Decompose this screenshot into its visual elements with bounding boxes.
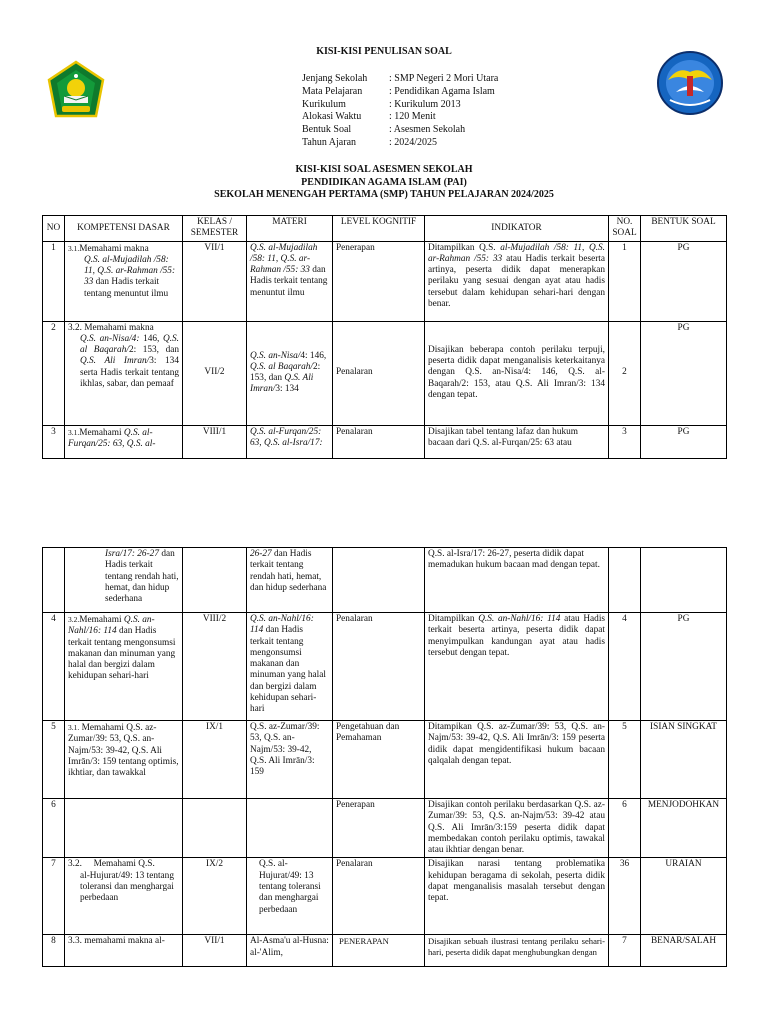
sub-heading-line: SEKOLAH MENENGAH PERTAMA (SMP) TAHUN PELAJARAN 2024/2025 — [214, 189, 554, 201]
cell-kelas: VIII/1 — [183, 425, 247, 458]
kd-text: Memahami Q.S. — [93, 859, 155, 870]
cell-level — [333, 548, 425, 613]
cell-no-soal: 7 — [609, 935, 641, 967]
cell-level: Penalaran — [333, 321, 425, 425]
cell-no: 6 — [43, 799, 65, 858]
info-value: : SMP Negeri 2 Mori Utara — [389, 73, 499, 84]
kd-text: Memahami — [79, 427, 122, 438]
info-value: : Kurikulum 2013 — [389, 98, 461, 110]
cell-no: 8 — [43, 935, 65, 967]
cell-kompetensi-dasar — [65, 321, 183, 425]
materi-italic: Q.S. an-Nahl/16: 114 — [250, 614, 314, 636]
info-label: Kurikulum — [302, 98, 346, 110]
kd-number: 3.2. — [68, 615, 80, 624]
materi-italic: Q.S. al-Furqan/25: 63, Q.S. al-Isra/17: — [250, 426, 323, 448]
cell-no-soal: 2 — [609, 321, 641, 425]
header-bentuk-soal: BENTUK SOAL — [641, 216, 727, 242]
cell-kompetensi-dasar — [65, 799, 183, 858]
cell-kompetensi-dasar — [65, 613, 183, 721]
cell-bentuk-soal: PG — [641, 241, 727, 321]
table-row-continued — [43, 548, 727, 613]
cell-no-soal — [609, 548, 641, 613]
header-materi: MATERI — [247, 216, 333, 242]
cell-no: 2 — [43, 321, 65, 425]
header-indikator: INDIKATOR — [425, 216, 609, 242]
cell-no: 5 — [43, 721, 65, 799]
cell-kompetensi-dasar — [65, 425, 183, 458]
cell-kompetensi-dasar: 3.3. memahami makna al- — [65, 935, 183, 967]
cell-bentuk-soal: PG — [641, 425, 727, 458]
cell-bentuk-soal: BENAR/SALAH — [641, 935, 727, 967]
cell-materi — [247, 613, 333, 721]
kd-text: Memahami makna — [84, 322, 154, 333]
kd-italic: Q.S. an-Nahl/16: 114 — [68, 615, 155, 637]
cell-kompetensi-dasar — [65, 721, 183, 799]
cell-indikator — [425, 613, 609, 721]
sub-heading-line: PENDIDIKAN AGAMA ISLAM (PAI) — [301, 176, 467, 188]
header-no: NO — [43, 216, 65, 242]
kd-number: 3.2. — [68, 322, 82, 333]
cell-indikator: Disajikan contoh perilaku berdasarkan Q.S. az-Zumar/39: 53, Q.S. an-Najm/53: 39-42 atau Q.S. Ali Imrān/3:159 peserta didik dapat membedakan contoh perilaku optimis, tawakal atau ikhtiar dengan benar. — [425, 799, 609, 858]
materi-text: dan Hadis terkait tentang mengonsumsi makanan dan minuman yang halal dan bergizi dalam kehidupan sehari-hari — [250, 625, 326, 715]
cell-indikator — [425, 241, 609, 321]
cell-materi — [247, 799, 333, 858]
info-row-tahun — [302, 137, 498, 150]
info-value: : Pendidikan Agama Islam — [389, 85, 495, 97]
cell-no-soal: 36 — [609, 858, 641, 935]
cell-indikator: Disajikan tabel tentang lafaz dan hukum bacaan dari Q.S. al-Furqan/25: 63 atau — [425, 425, 609, 458]
header-semester-line: SEMESTER — [190, 228, 239, 239]
info-label: Bentuk Soal — [302, 124, 352, 136]
kd-text: dan Hadis terkait tentang rendah hati, hemat, dan hidup sederhana — [105, 549, 179, 605]
cell-no — [43, 548, 65, 613]
info-label: Mata Pelajaran — [302, 85, 363, 97]
cell-bentuk-soal: PG — [641, 321, 727, 425]
kd-text: dan Hadis terkait tentang menuntut ilmu — [84, 277, 169, 299]
kd-number: 3.1. — [68, 243, 80, 253]
cell-no: 3 — [43, 425, 65, 458]
kisi-kisi-table-page-2 — [42, 547, 727, 967]
kd-number: 3.2. — [68, 859, 82, 870]
cell-no-soal: 1 — [609, 241, 641, 321]
kd-italic: Q.S. an-Nisa/4: — [80, 333, 140, 344]
cell-bentuk-soal: ISIAN SINGKAT — [641, 721, 727, 799]
materi-text: dan Hadis terkait tentang rendah hati, hemat, dan hidup sederhana — [250, 549, 327, 593]
table-header-row — [43, 216, 727, 242]
cell-kelas — [183, 548, 247, 613]
cell-level: Penalaran — [333, 858, 425, 935]
info-row-jenjang — [302, 73, 498, 86]
cell-indikator: Q.S. al-Isra/17: 26-27, peserta didik dapat memadukan hukum bacaan mad dengan tepat. — [425, 548, 609, 613]
cell-materi — [247, 425, 333, 458]
cell-no: 1 — [43, 241, 65, 321]
cell-indikator: Disajikan narasi tentang problematika kehidupan beragama di sekolah, peserta didik dapat menganalisis masalah tersebut dengan tepat. — [425, 858, 609, 935]
cell-kelas: IX/1 — [183, 721, 247, 799]
kd-italic: Q.S. al-Furqan/25: 63, Q.S. al- — [68, 427, 156, 449]
materi-italic: 26-27 — [250, 549, 272, 559]
cell-bentuk-soal — [641, 548, 727, 613]
cell-kompetensi-dasar — [65, 241, 183, 321]
info-row-alokasi — [302, 111, 498, 124]
tut-wuri-handayani-logo — [656, 50, 724, 116]
document-title: KISI-KISI PENULISAN SOAL — [316, 46, 452, 57]
cell-kelas: VIII/2 — [183, 613, 247, 721]
materi-italic: Q.S. Ali Imran/ — [250, 373, 314, 395]
kd-text: dan Hadis terkait tentang mengonsumsi makanan dan minuman yang halal dan bergizi dalam kehidupan sehari-hari — [68, 626, 176, 682]
ind-text: Ditampilkan Q.S. — [428, 242, 496, 253]
kemenag-logo — [46, 60, 106, 124]
cell-indikator: Disajikan beberapa contoh perilaku terpuji, peserta didik dapat menganalisis keterkaitanya dengan Q.S. an-Nisa/4: 146, Q.S. al-Baqarah/2: 153, atau Q.S. Ali Imran/3: 134 dengan tepat. — [425, 321, 609, 425]
header-no-soal — [609, 216, 641, 242]
cell-indikator: Disajikan sebuah ilustrasi tentang perilaku sehari-hari, peserta didik dapat menghubungkan dengan — [425, 935, 609, 967]
kd-italic: Isra/17: 26-27 — [105, 549, 159, 559]
cell-kelas: VII/1 — [183, 935, 247, 967]
kd-text: Memahami Q.S. az-Zumar/39: 53, Q.S. an-Najm/53: 39-42, Q.S. Ali Imrān/3: 159 tentang optimis, ikhtiar, dan tawakkal — [68, 723, 179, 779]
info-label: Tahun Ajaran — [302, 136, 357, 148]
kd-text: Memahami — [79, 615, 122, 625]
kd-number: 3.1. — [68, 427, 80, 437]
cell-materi: Q.S. al-Hujurat/49: 13 tentang toleransi dan menghargai perbedaan — [247, 858, 333, 935]
cell-level: Penerapan — [333, 799, 425, 858]
materi-text: 4: 146, — [300, 350, 327, 361]
cell-materi — [247, 321, 333, 425]
info-value: : 120 Menit — [389, 111, 436, 123]
ind-text: atau Hadis terkait beserta artinya, peserta didik dapat menerapkan perilaku yang sesuai dengan ayat atau hadis tersebut dalam kehidupan sehari-hari dengan benar. — [428, 253, 606, 310]
table-row — [43, 721, 727, 799]
cell-materi: Q.S. az-Zumar/39: 53, Q.S. an-Najm/53: 39-42, Q.S. Ali Imrān/3: 159 — [247, 721, 333, 799]
cell-no-soal: 5 — [609, 721, 641, 799]
cell-kompetensi-dasar — [65, 858, 183, 935]
kd-italic: Q.S. Ali Imran/ — [80, 356, 150, 367]
materi-text: dan Hadis terkait tentang menuntut ilmu — [250, 265, 328, 298]
cell-bentuk-soal: PG — [641, 613, 727, 721]
header-level-kognitif: LEVEL KOGNITIF — [333, 216, 425, 242]
ind-italic: Q.S. an-Nahl/16: 114 — [478, 614, 561, 624]
info-row-mapel — [302, 86, 498, 99]
materi-italic: Q.S. al-Mujadilah /58: 11, Q.S. ar-Rahman /55: 33 — [250, 242, 318, 276]
cell-level: PENERAPAN — [333, 935, 425, 967]
kd-number: 3.1. — [68, 723, 80, 732]
cell-no: 7 — [43, 858, 65, 935]
materi-text: 2: 153, dan — [250, 361, 321, 384]
kd-italic: Q.S. al Baqarah/ — [80, 333, 179, 356]
table-row — [43, 858, 727, 935]
cell-no-soal: 3 — [609, 425, 641, 458]
info-value: : 2024/2025 — [389, 136, 438, 148]
cell-indikator: Ditampikan Q.S. az-Zumar/39: 53, Q.S. an-Najm/53: 39-42, Q.S. Ali Imrān/3: 159 peserta didik dapat mengidentifikasi hukum bacaan qalqalah dengan tepat. — [425, 721, 609, 799]
cell-no-soal: 6 — [609, 799, 641, 858]
info-row-bentuk — [302, 124, 498, 137]
cell-kelas: VII/1 — [183, 241, 247, 321]
kisi-kisi-table-page-1 — [42, 215, 727, 459]
header-kelas-line: KELAS / — [197, 217, 232, 227]
info-label: Alokasi Waktu — [302, 111, 362, 123]
materi-italic: Q.S. an-Nisa/ — [250, 350, 301, 361]
cell-bentuk-soal: MENJODOHKAN — [641, 799, 727, 858]
cell-materi — [247, 548, 333, 613]
header-no-line: NO. — [616, 217, 633, 227]
cell-kompetensi-dasar — [65, 548, 183, 613]
info-value: : Asesmen Sekolah — [389, 124, 466, 136]
cell-level: Penerapan — [333, 241, 425, 321]
kd-text: 2: 153, dan — [128, 345, 179, 356]
ind-text: Ditampilkan — [428, 614, 475, 624]
cell-materi: Al-Asma'u al-Husna: al-'Alim, — [247, 935, 333, 967]
cell-no: 4 — [43, 613, 65, 721]
cell-bentuk-soal: URAIAN — [641, 858, 727, 935]
kd-text: al-Hujurat/49: 13 tentang toleransi dan menghargai perbedaan — [80, 870, 174, 904]
cell-level: Pengetahuan dan Pemahaman — [333, 721, 425, 799]
cell-level: Penalaran — [333, 425, 425, 458]
header-soal-line: SOAL — [612, 228, 637, 239]
cell-no-soal: 4 — [609, 613, 641, 721]
table-row — [43, 799, 727, 858]
table-row — [43, 321, 727, 425]
kd-text: 3: 134 serta Hadis terkait tentang ikhlas, sabar, dan pemaaf — [80, 356, 179, 390]
table-row — [43, 241, 727, 321]
info-label: Jenjang Sekolah — [302, 73, 368, 84]
cell-level: Penalaran — [333, 613, 425, 721]
materi-text: 3: 134 — [275, 384, 299, 395]
info-block — [302, 73, 498, 150]
ind-text: atau Hadis terkait beserta artinya, peserta didik dapat menyimpulkan kandungan ayat atau hadis tersebut dengan tepat. — [428, 614, 606, 658]
cell-kelas: IX/2 — [183, 858, 247, 935]
kd-italic: Q.S. al-Mujadilah /58: 11, Q.S. ar-Rahman /55: 33 — [84, 254, 176, 288]
ind-italic: al-Mujadilah /58: 11, Q.S. ar-Rahman /55: 33 — [428, 242, 605, 264]
info-row-kurikulum — [302, 99, 498, 112]
header-kompetensi-dasar: KOMPETENSI DASAR — [65, 216, 183, 242]
cell-materi — [247, 241, 333, 321]
cell-kelas: VII/2 — [183, 321, 247, 425]
materi-italic: Q.S. al Baqarah/ — [250, 361, 314, 372]
sub-heading-line: KISI-KISI SOAL ASESMEN SEKOLAH — [295, 164, 473, 175]
header-kelas-semester — [183, 216, 247, 242]
table-row — [43, 935, 727, 967]
cell-kelas — [183, 799, 247, 858]
table-row — [43, 425, 727, 458]
kd-text: Memahami makna — [79, 243, 149, 254]
sub-heading — [0, 164, 768, 202]
kd-text: 146, — [143, 333, 160, 344]
table-row — [43, 613, 727, 721]
